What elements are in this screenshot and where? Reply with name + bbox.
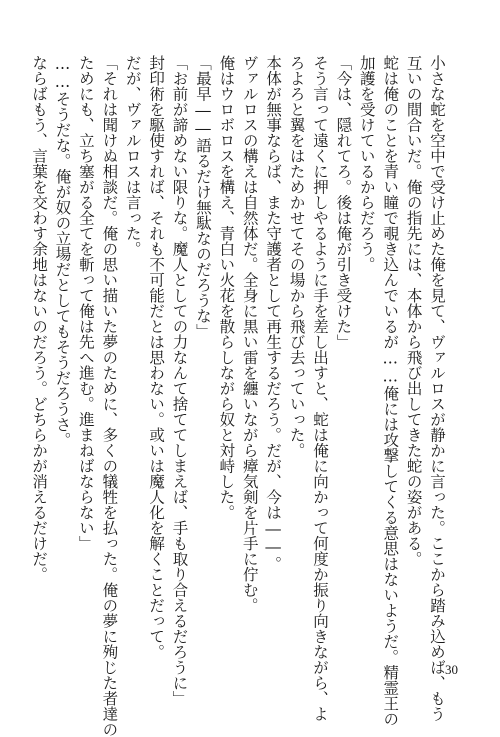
- text-line: 「お前が諦めない限りな。魔人としての力なんて捨ててしまえば、手も取り合えるだろうに」: [170, 55, 189, 706]
- text-line: ヴァルロスの構えは自然体だ。全身に黒い雷を纏いながら瘴気剣を片手に佇む。: [240, 55, 259, 613]
- text-line: 本体が無事ならば、また守護者として再生するだろう。だが、今は――。: [264, 55, 283, 572]
- text-line: 加護を受けているからだろう。: [357, 55, 376, 272]
- text-line: ならばもう、言葉を交わす余地はないのだろう。どちらかが消えるだけだ。: [30, 55, 49, 582]
- vertical-text-body: [30, 55, 448, 737]
- text-line: そう言って遠くに押しやるように手を差し出すと、蛇は俺に向かって何度か振り向きながら、よ: [310, 55, 329, 722]
- text-line: ろよろと翼をはためかせてその場から飛び去っていった。: [287, 55, 306, 458]
- text-line: 互いの間合いだ。俺の指先には、本体から飛び出してきた蛇の姿がある。: [404, 55, 423, 567]
- text-line: だが、ヴァルロスは言った。: [123, 55, 142, 257]
- text-line: 「最早――語るだけ無駄なのだろうな」: [193, 55, 212, 339]
- text-line: 「今は、隠れてろ。後は俺が引き受けた」: [334, 55, 353, 350]
- text-line: 小さな蛇を空中で受け止めた俺を見て、ヴァルロスが静かに言った。ここから踏み込めば、もう: [428, 55, 446, 722]
- text-line: 「それは聞けぬ相談だ。俺の思い描いた夢のために、多くの犠牲を払った。俺の夢に殉じた者達の: [100, 55, 119, 737]
- text-line: ……そうだな。俺が奴の立場だとしてもそうだろうさ。: [53, 55, 72, 448]
- text-line: ためにも、立ち塞がる全てを斬って俺は先へ進む。進まねばならない」: [76, 55, 95, 551]
- text-line: 俺はウロボロスを構え、青白い火花を散らしながら奴と対峙した。: [217, 55, 236, 520]
- text-line: 蛇は俺のことを青い瞳で覗き込んでいるが……俺には攻撃してくる意思はないようだ。精霊王の: [381, 55, 400, 727]
- text-line: 封印術を駆使すれば、それも不可能だとは思わない。或いは魔人化を解くことだって。: [147, 55, 166, 660]
- page-number: 30: [445, 662, 458, 677]
